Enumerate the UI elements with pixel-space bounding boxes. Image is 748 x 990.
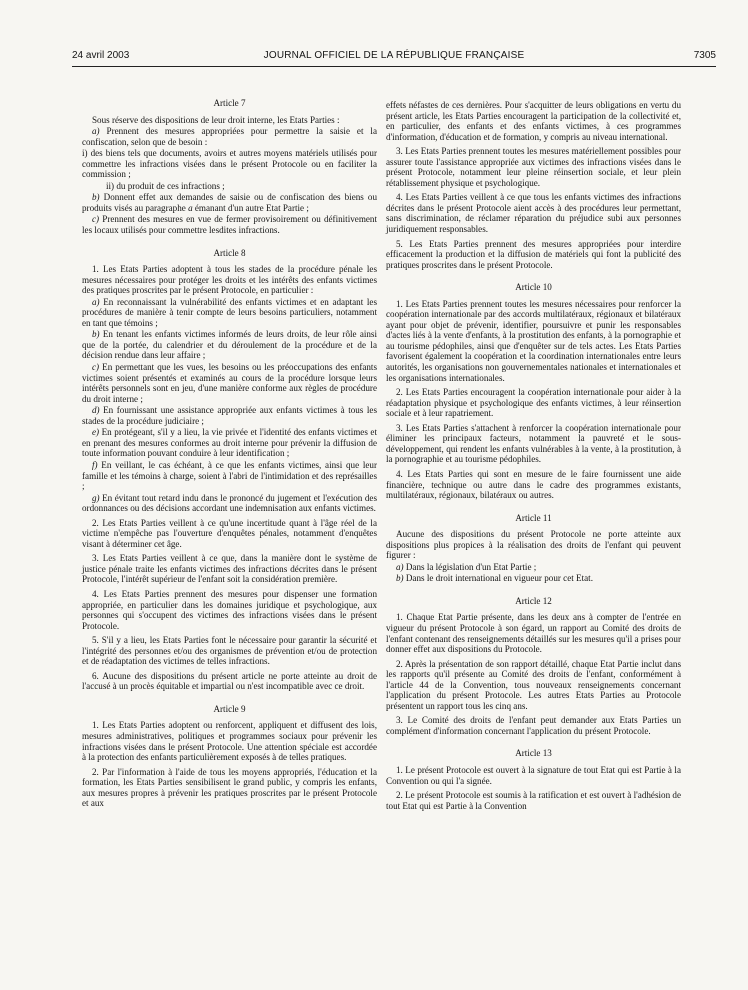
article-7-item-a: a) Prennent des mesures appropriées pour permettre la saisie et la confiscation, selon que de besoin :	[82, 126, 377, 147]
header-page-number: 7305	[693, 50, 716, 61]
article-9-para-4: 4. Les Etats Parties veillent à ce que tous les enfants victimes des infractions décrites dans le présent Protocole aient accès à des procédures leur permettant, sans discrimination, de réclamer réparation du préjudice subi aux personnes juridiquement responsables.	[386, 192, 681, 235]
article-8-para-2: 2. Les Etats Parties veillent à ce qu'une incertitude quant à l'âge réel de la victime n'empêche pas l'ouverture d'enquêtes pénales, notamment d'enquêtes visant à déterminer cet âge.	[82, 517, 377, 549]
article-12-para-2: 2. Après la présentation de son rapport détaillé, chaque Etat Partie inclut dans les rapports qu'il présente au Comité des droits de l'enfant, conformément à l'article 44 de la Convention, tous nouveaux renseignements concernant l'application du présent Protocole. Les autres Etats Parties au Protocole présentent un rapport tous les cinq ans.	[386, 658, 681, 711]
article-9-para-2-continued: effets néfastes de ces dernières. Pour s'acquitter de leurs obligations en vertu du présent article, les Etats Parties encouragent la participation de la collectivité et, en particulier, des enfants et des enfants victimes, à ces programmes d'information, d'éducation et de formation, y compris au niveau international.	[386, 100, 681, 142]
article-8-para-6: 6. Aucune des dispositions du présent article ne porte atteinte au droit de l'accusé à un procès équitable et impartial ou n'est incompatible avec ce droit.	[82, 670, 377, 692]
article-8-item-f: f) En veillant, le cas échéant, à ce que les enfants victimes, ainsi que leur famille et les témoins à charge, soient à l'abri de l'intimidation et des représailles ;	[82, 459, 377, 492]
right-column	[386, 100, 681, 812]
article-12-title: Article 12	[515, 595, 552, 606]
article-8-item-b: b) En tenant les enfants victimes informés de leurs droits, de leur rôle ainsi que de la portée, du calendrier et du déroulement de la procédure et de la décision rendue dans leur affaire ;	[82, 329, 377, 361]
article-8-title: Article 8	[213, 247, 246, 258]
article-13-title: Article 13	[515, 748, 552, 759]
article-10-para-3: 3. Les Etats Parties s'attachent à renforcer la coopération internationale pour éliminer les principaux facteurs, notamment la pauvreté et le sous-développement, qui rendent les enfants vulnérables à la vente, à la prostitution, à la pornographie et au tourisme pédophiles.	[386, 422, 681, 465]
article-9-para-1: 1. Les Etats Parties adoptent ou renforcent, appliquent et diffusent des lois, mesures administratives, politiques et programmes sociaux pour prévenir les infractions visées dans le présent Protocole. Une attention spéciale est accordée à la protection des enfants particulièrement exposés à de telles pratiques.	[82, 720, 377, 763]
article-11-item-b: b) Dans le droit international en vigueur pour cet Etat.	[396, 573, 593, 584]
article-12-para-1: 1. Chaque Etat Partie présente, dans les deux ans à compter de l'entrée en vigueur du présent Protocole à son égard, un rapport au Comité des droits de l'enfant contenant des renseignements détaillés sur les mesures qu'il a prises pour donner effet aux dispositions du Protocole.	[386, 612, 681, 655]
article-8-item-c: c) En permettant que les vues, les besoins ou les préoccupations des enfants victimes soient présentés et examinés au cours de la procédure lorsque leurs intérêts personnels sont en jeu, d'une manière conforme aux règles de procédure du droit interne ;	[82, 362, 377, 404]
article-13-para-1: 1. Le présent Protocole est ouvert à la signature de tout Etat qui est Partie à la Convention ou qui l'a signée.	[386, 764, 681, 786]
article-7-item-ii: ii) du produit de ces infractions ;	[106, 180, 225, 191]
article-9-para-3: 3. Les Etats Parties prennent toutes les mesures matériellement possibles pour assurer toute l'assistance appropriée aux victimes des infractions visées dans le présent Protocole, notamment leur pleine réinsertion sociale, et leur plein rétablissement physique et psychologique.	[386, 146, 681, 188]
article-11-title: Article 11	[515, 512, 552, 523]
article-12-para-3: 3. Le Comité des droits de l'enfant peut demander aux Etats Parties un complément d'information concernant l'application du présent Protocole.	[386, 715, 681, 736]
article-8-item-e: e) En protégeant, s'il y a lieu, la vie privée et l'identité des enfants victimes et en prenant des mesures conformes au droit interne pour prévenir la diffusion de toute information pouvant conduire à leur identification ;	[82, 427, 377, 459]
article-10-title: Article 10	[515, 282, 552, 293]
article-8-para-1: 1. Les Etats Parties adoptent à tous les stades de la procédure pénale les mesures nécessaires pour protéger les droits et les intérêts des enfants victimes des pratiques proscrites par le présent Protocole, en particulier :	[82, 264, 377, 296]
header-date: 24 avril 2003	[72, 50, 130, 61]
article-7-title: Article 7	[213, 98, 246, 108]
article-10-para-2: 2. Les Etats Parties encouragent la coopération internationale pour aider à la réadaptation physique et psychologique des enfants victimes, à leur réinsertion sociale et à leur rapatriement.	[386, 387, 681, 419]
header-journal-title: JOURNAL OFFICIEL DE LA RÉPUBLIQUE FRANÇAISE	[263, 50, 525, 61]
article-11-intro: Aucune des dispositions du présent Protocole ne porte atteinte aux dispositions plus propices à la réalisation des droits de l'enfant qui peuvent figurer :	[386, 529, 681, 561]
article-13-para-2: 2. Le présent Protocole est soumis à la ratification et est ouvert à l'adhésion de tout Etat qui est Partie à la Convention	[386, 790, 681, 811]
article-8-item-a: a) En reconnaissant la vulnérabilité des enfants victimes et en adaptant les procédures de manière à tenir compte de leurs besoins particuliers, notamment en tant que témoins ;	[82, 296, 377, 328]
article-8-para-3: 3. Les Etats Parties veillent à ce que, dans la manière dont le système de justice pénale traite les enfants victimes des infractions décrites dans le présent Protocole, l'intérêt supérieur de l'enfant soit la considération première.	[82, 553, 377, 585]
article-11-item-a: a) Dans la législation d'un Etat Partie ;	[396, 561, 537, 572]
article-8-para-4: 4. Les Etats Parties prennent des mesures pour dispenser une formation appropriée, en particulier dans les domaines juridique et psychologique, aux personnes qui s'occupent des victimes des infractions visées dans le présent Protocole.	[82, 588, 377, 631]
article-7-item-c: c) Prennent des mesures en vue de fermer provisoirement ou définitivement les locaux utilisés pour commettre lesdites infractions.	[82, 214, 377, 236]
article-8-item-g: g) En évitant tout retard indu dans le prononcé du jugement et l'exécution des ordonnances ou des décisions accordant une indemnisation aux enfants victimes.	[82, 492, 377, 514]
article-8-para-5: 5. S'il y a lieu, les Etats Parties font le nécessaire pour garantir la sécurité et l'intégrité des personnes et/ou des organismes de prévention et/ou de protection et de réadaptation des victimes de telles infractions.	[82, 635, 377, 667]
article-10-para-1: 1. Les Etats Parties prennent toutes les mesures nécessaires pour renforcer la coopération internationale par des accords multilatéraux, régionaux et bilatéraux ayant pour objet de prévenir, identifier, poursuivre et punir les responsables d'actes liés à la vente d'enfants, à la prostitution des enfants, à la pornographie et au tourisme pédophiles, ainsi que d'enquêter sur de tels actes. Les Etats Parties favorisent également la coopération et la coordination internationales entre leurs autorités, les organisations non gouvernementales nationales et internationales et les organisations internationales.	[386, 298, 681, 383]
article-7-intro: Sous réserve des dispositions de leur droit interne, les Etats Parties :	[92, 114, 340, 125]
left-column	[82, 96, 377, 810]
article-9-para-2: 2. Par l'information à l'aide de tous les moyens appropriés, l'éducation et la formation, les Etats Parties sensibilisent le grand public, y compris les enfants, aux mesures propres à prévenir les pratiques proscrites par le présent Protocole et aux	[82, 766, 377, 809]
article-7-item-b: b) Donnent effet aux demandes de saisie ou de confiscation des biens ou produits visés au paragraphe a émanant d'un autre Etat Partie ;	[82, 192, 377, 213]
article-8-item-d: d) En fournissant une assistance appropriée aux enfants victimes à tous les stades de la procédure judiciaire ;	[82, 405, 377, 426]
article-9-para-5: 5. Les Etats Parties prennent des mesures appropriées pour interdire efficacement la production et la diffusion de matériels qui font la publicité des pratiques proscrites dans le présent Protocole.	[386, 238, 681, 270]
article-7-item-i: i) des biens tels que documents, avoirs et autres moyens matériels utilisés pour commettre les infractions visées dans le présent Protocole ou en faciliter la commission ;	[82, 148, 377, 180]
page-header	[72, 50, 716, 67]
article-9-title: Article 9	[213, 703, 246, 714]
article-10-para-4: 4. Les Etats Parties qui sont en mesure de le faire fournissent une aide financière, technique ou autre dans le cadre des programmes existants, multilatéraux, régionaux, bilatéraux ou autres.	[386, 468, 681, 501]
